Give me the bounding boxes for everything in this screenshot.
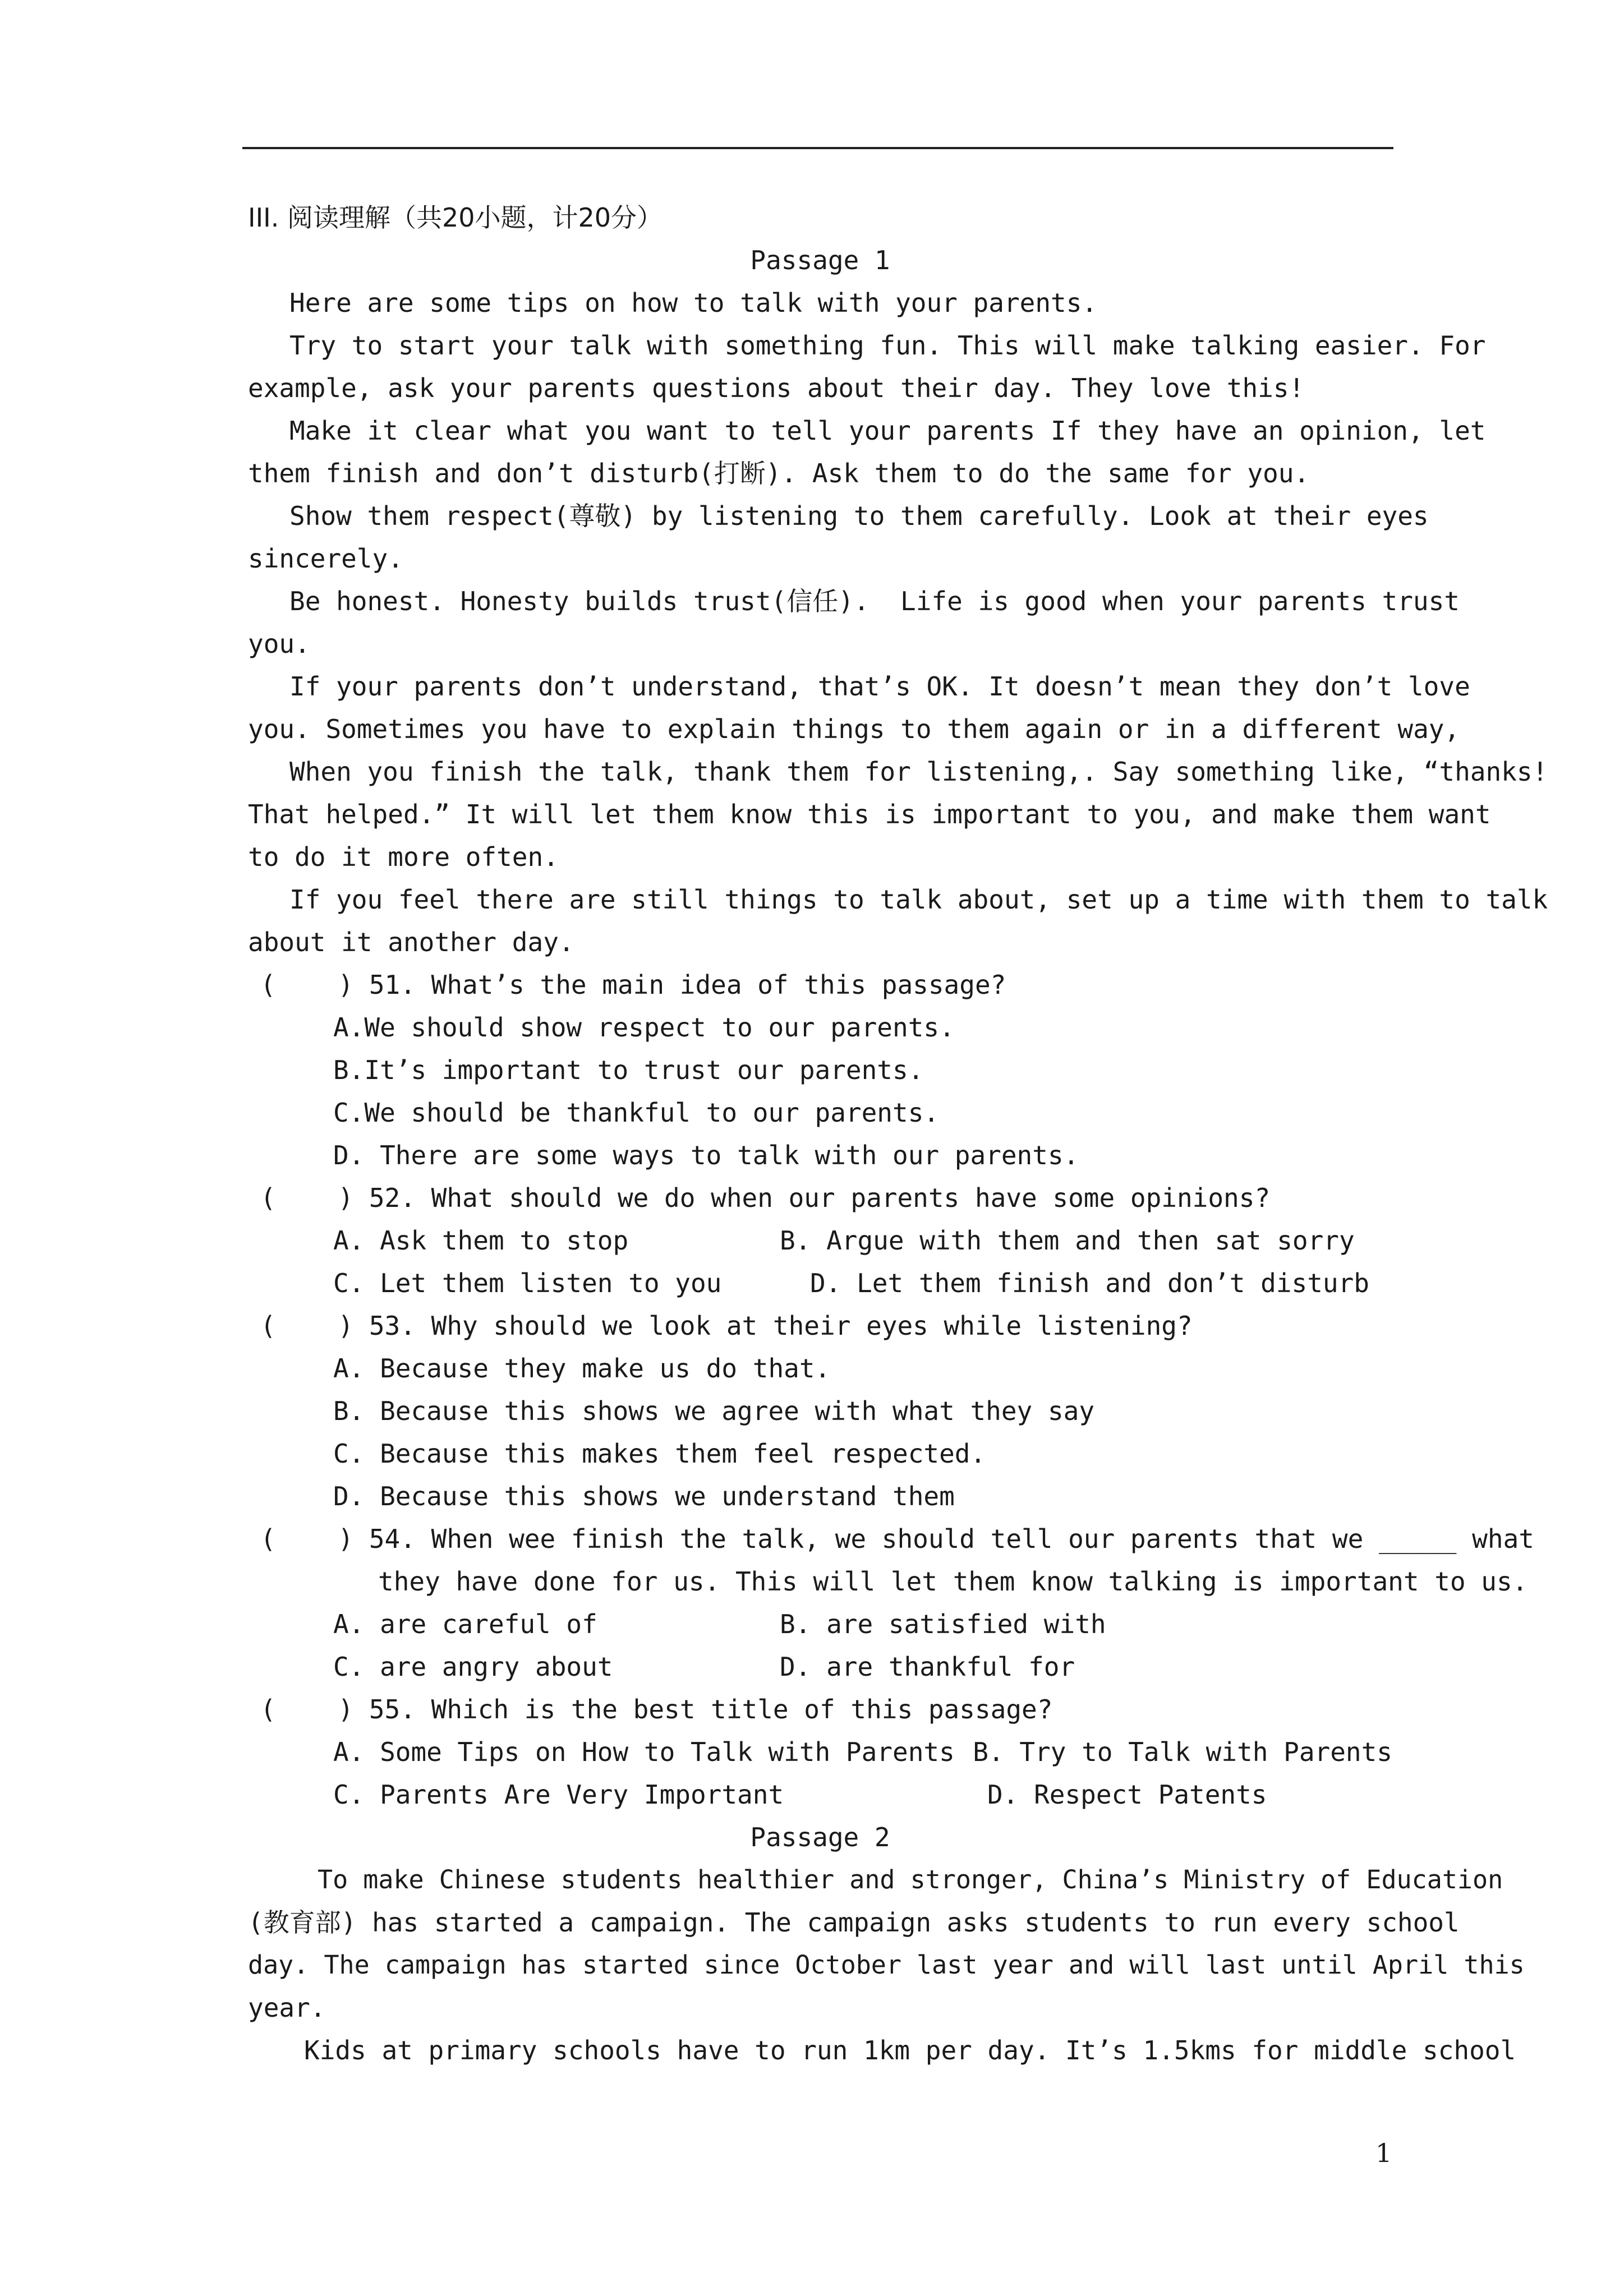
question-52-options-row bbox=[248, 1219, 1392, 1262]
question-54-option-c: C. are angry about bbox=[333, 1652, 613, 1682]
passage-2-line: (教育部) has started a campaign. The campaign asks students to run every school bbox=[248, 1907, 1460, 1938]
question-55-stem: ( ) 55. Which is the best title of this passage? bbox=[260, 1694, 1053, 1725]
passage-1-line: Be honest. Honesty builds trust(信任). Life is good when your parents trust bbox=[289, 586, 1460, 616]
question-54-options-row bbox=[248, 1603, 1392, 1645]
passage-1-title: Passage 1 bbox=[750, 245, 890, 275]
question-53-option: A. Because they make us do that. bbox=[333, 1353, 831, 1384]
question-51-option: A.We should show respect to our parents. bbox=[333, 1012, 955, 1043]
page-number: 1 bbox=[1375, 2138, 1392, 2168]
passage-2-title: Passage 2 bbox=[750, 1822, 890, 1852]
question-52-option-b: B. Argue with them and then sat sorry bbox=[780, 1225, 1355, 1256]
section-heading: III. 阅读理解（共20小题，计20分） bbox=[248, 202, 663, 233]
question-55-option-d: D. Respect Patents bbox=[987, 1779, 1267, 1810]
passage-1-line: Show them respect(尊敬) by listening to them carefully. Look at their eyes bbox=[289, 501, 1429, 531]
passage-1-line: Here are some tips on how to talk with your parents. bbox=[289, 288, 1098, 318]
document-page bbox=[248, 196, 1548, 2072]
question-53-option: D. Because this shows we understand them bbox=[333, 1481, 955, 1511]
passage-1-line: sincerely. bbox=[248, 543, 403, 574]
passage-1-line: example, ask your parents questions about their day. They love this! bbox=[248, 373, 1305, 403]
question-51-option: B.It’s important to trust our parents. bbox=[333, 1055, 924, 1085]
passage-1-line: If you feel there are still things to talk about, set up a time with them to talk bbox=[289, 884, 1548, 915]
question-53-option: B. Because this shows we agree with what they say bbox=[333, 1396, 1095, 1426]
passage-1-line: them finish and don’t disturb(打断). Ask them to do the same for you. bbox=[248, 458, 1310, 488]
passage-1-line: Make it clear what you want to tell your parents If they have an opinion, let bbox=[289, 416, 1486, 446]
passage-2-line: Kids at primary schools have to run 1km per day. It’s 1.5kms for middle school bbox=[304, 2035, 1516, 2066]
question-54-options-row bbox=[248, 1645, 1392, 1688]
question-54-option-d: D. are thankful for bbox=[780, 1652, 1075, 1682]
passage-1-line: That helped.” It will let them know this is important to you, and make them want bbox=[248, 799, 1491, 829]
passage-2-line: day. The campaign has started since October last year and will last until April this bbox=[248, 1950, 1525, 1980]
question-55-option-a: A. Some Tips on How to Talk with Parents bbox=[333, 1737, 955, 1767]
passage-2-line: year. bbox=[248, 1993, 326, 2023]
question-52-option-a: A. Ask them to stop bbox=[333, 1225, 629, 1256]
question-55-options-row bbox=[248, 1731, 1392, 1773]
passage-1-line: If your parents don’t understand, that’s OK. It doesn’t mean they don’t love bbox=[289, 671, 1470, 702]
passage-1-body bbox=[248, 282, 1548, 963]
passage-1-line: to do it more often. bbox=[248, 842, 559, 872]
question-51-stem: ( ) 51. What’s the main idea of this passage? bbox=[260, 970, 1006, 1000]
question-52-options-row bbox=[248, 1262, 1392, 1304]
question-54-stem: ( ) 54. When wee finish the talk, we should tell our parents that we _____ what bbox=[260, 1524, 1534, 1554]
question-52-option-d: D. Let them finish and don’t disturb bbox=[810, 1268, 1369, 1298]
question-52-option-c: C. Let them listen to you bbox=[333, 1268, 722, 1298]
question-51-option: C.We should be thankful to our parents. bbox=[333, 1098, 940, 1128]
passage-1-line: When you finish the talk, thank them for listening,. Say something like, “thanks! bbox=[289, 757, 1548, 787]
passage-1-line: you. bbox=[248, 629, 310, 659]
question-54-stem-continued: they have done for us. This will let them know talking is important to us. bbox=[378, 1566, 1528, 1597]
question-55-options-row bbox=[248, 1773, 1392, 1816]
passage-1-line: Try to start your talk with something fun. This will make talking easier. For bbox=[289, 330, 1486, 361]
passage-1-line: you. Sometimes you have to explain things to them again or in a different way, bbox=[248, 714, 1460, 744]
question-54-option-a: A. are careful of bbox=[333, 1609, 597, 1639]
question-52-stem: ( ) 52. What should we do when our parents have some opinions? bbox=[260, 1183, 1271, 1213]
question-51-option: D. There are some ways to talk with our parents. bbox=[333, 1140, 1079, 1170]
question-53-stem: ( ) 53. Why should we look at their eyes while listening? bbox=[260, 1311, 1193, 1341]
header-rule bbox=[242, 147, 1393, 149]
question-55-option-c: C. Parents Are Very Important bbox=[333, 1779, 784, 1810]
question-53-option: C. Because this makes them feel respected. bbox=[333, 1439, 986, 1469]
question-55-option-b: B. Try to Talk with Parents bbox=[973, 1737, 1392, 1767]
question-54-option-b: B. are satisfied with bbox=[780, 1609, 1106, 1639]
passage-1-line: about it another day. bbox=[248, 927, 574, 957]
passage-2-line: To make Chinese students healthier and stronger, China’s Ministry of Education bbox=[318, 1865, 1503, 1894]
